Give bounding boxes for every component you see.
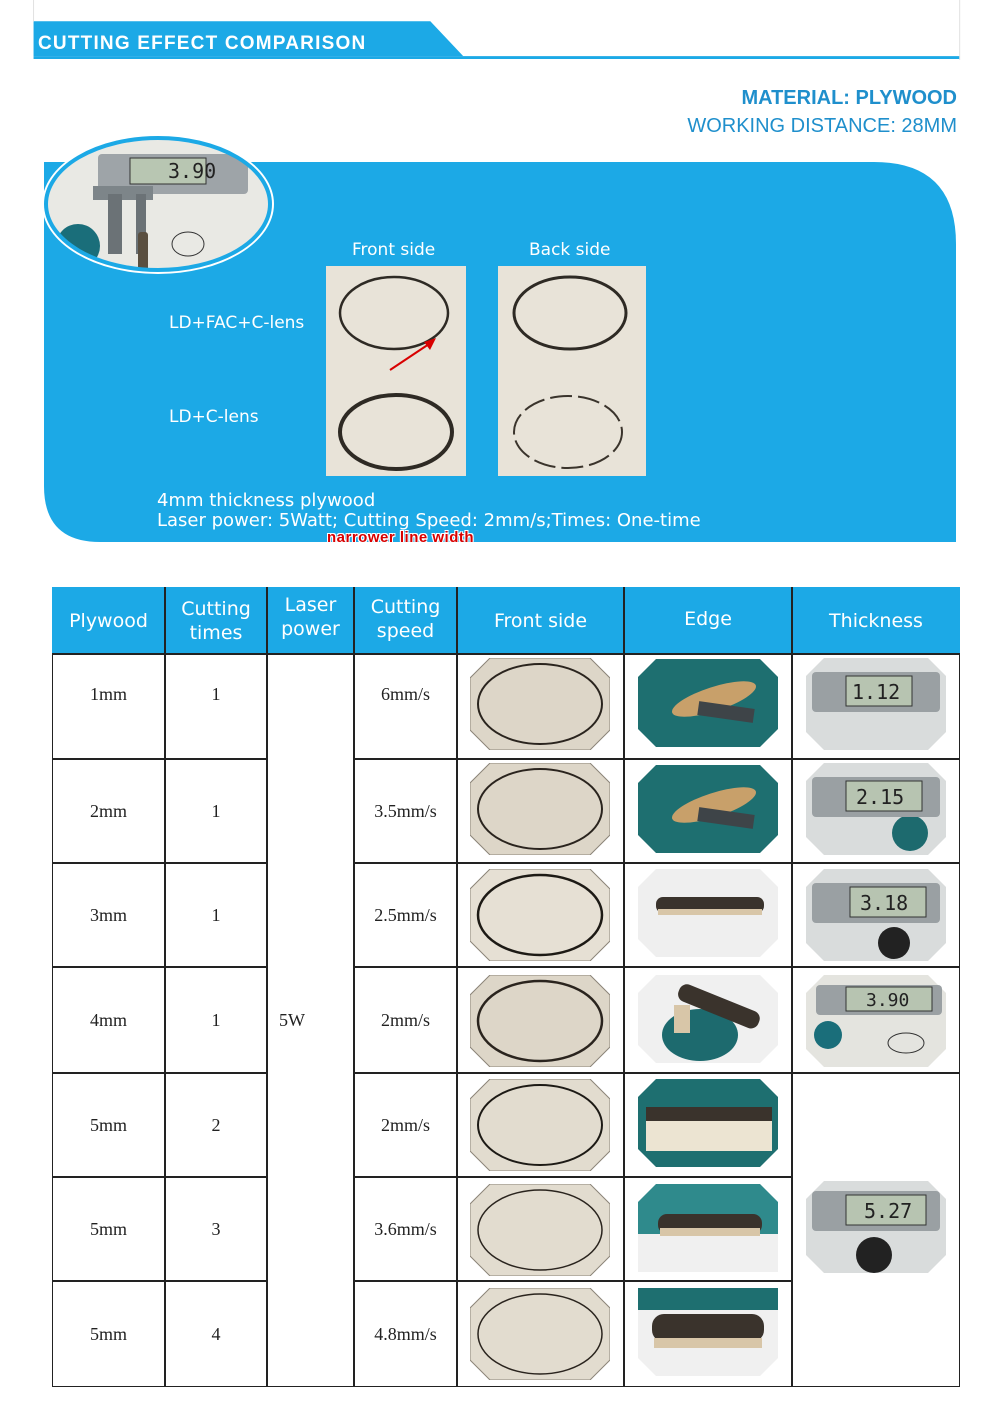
cell-plywood: 1mm [89, 683, 127, 704]
cell-times: 1 [211, 800, 221, 821]
cell-plywood: 4mm [89, 1009, 127, 1030]
header-front-side: Front side [493, 609, 588, 632]
front-side-photo [470, 1184, 610, 1276]
cell-speed: 4.8mm/s [374, 1323, 437, 1344]
cell-times: 1 [211, 904, 221, 925]
front-side-photo [470, 763, 610, 855]
annotation-arrow [380, 330, 480, 380]
cell-plywood: 5mm [89, 1114, 127, 1135]
thickness-reading: 3.18 [860, 891, 909, 915]
thickness-caliper-photo [806, 658, 946, 750]
edge-photo [638, 869, 778, 957]
header-cutting-speed-line1: Cutting [370, 595, 441, 618]
cutting-parameters-table [52, 587, 960, 1387]
edge-photo [638, 1288, 778, 1376]
cell-speed: 6mm/s [380, 683, 430, 704]
caption-line-2: Laser power: 5Watt; Cutting Speed: 2mm/s;Times: One-time [157, 510, 701, 531]
cell-speed: 3.6mm/s [374, 1218, 437, 1239]
thickness-caliper-photo [806, 869, 946, 961]
header-laser-power-line1: Laser [284, 593, 337, 616]
edge-photo [638, 975, 778, 1063]
header-edge: Edge [684, 607, 732, 630]
edge-photo [638, 765, 778, 853]
edge-photo [638, 659, 778, 747]
thickness-caliper-photo-5mm [806, 1181, 946, 1273]
caption-line-1: 4mm thickness plywood [157, 490, 376, 511]
edge-photo [638, 1079, 778, 1167]
thickness-reading: 2.15 [856, 785, 905, 809]
cell-times: 4 [211, 1323, 221, 1344]
cell-times: 3 [211, 1218, 221, 1239]
cell-times: 1 [211, 683, 221, 704]
cell-plywood: 2mm [89, 800, 127, 821]
row-label-fac-lens: LD+FAC+C-lens [169, 313, 305, 333]
header-cutting-times [165, 587, 267, 654]
header-cutting-times-line2: times [189, 621, 243, 644]
material-label: MATERIAL: PLYWOOD [741, 87, 957, 109]
thickness-reading: 5.27 [864, 1199, 913, 1223]
cell-speed: 3.5mm/s [374, 800, 437, 821]
cell-speed: 2mm/s [380, 1009, 430, 1030]
front-side-photo [470, 869, 610, 961]
thickness-caliper-photo [806, 975, 946, 1067]
front-side-photo [470, 658, 610, 750]
header-cutting-speed-line2: speed [376, 619, 435, 642]
header-thickness: Thickness [829, 609, 923, 632]
thickness-caliper-photo [806, 763, 946, 855]
comparison-panel [44, 159, 956, 546]
header-laser-power [267, 583, 354, 650]
cell-speed: 2.5mm/s [374, 904, 437, 925]
caliper-reading: 3.90 [168, 159, 217, 183]
front-side-photo [470, 1288, 610, 1380]
front-side-photo [470, 1079, 610, 1171]
row-label-c-lens: LD+C-lens [169, 407, 259, 427]
cell-times: 2 [211, 1114, 221, 1135]
page-title: CUTTING EFFECT COMPARISON [38, 33, 367, 54]
back-side-sample-photo [498, 266, 646, 476]
cell-plywood: 5mm [89, 1218, 127, 1239]
edge-photo [638, 1184, 778, 1272]
front-side-photo [470, 975, 610, 1067]
caliper-photo [38, 136, 278, 276]
thickness-reading: 3.90 [866, 990, 910, 1011]
working-distance-label: WORKING DISTANCE: 28MM [687, 115, 957, 137]
header-plywood: Plywood [69, 609, 148, 632]
cell-plywood: 5mm [89, 1323, 127, 1344]
cell-times: 1 [211, 1009, 221, 1030]
thickness-reading: 1.12 [852, 680, 901, 704]
front-side-heading: Front side [352, 240, 436, 260]
header-laser-power-line2: power [281, 617, 340, 640]
header-cutting-times-line1: Cutting [181, 597, 251, 620]
annotation-text: narrower line width [327, 529, 475, 546]
header-cutting-speed [354, 585, 457, 652]
back-side-heading: Back side [529, 240, 611, 260]
cell-laser-power: 5W [279, 1009, 305, 1030]
cell-speed: 2mm/s [380, 1114, 430, 1135]
cell-plywood: 3mm [89, 904, 127, 925]
